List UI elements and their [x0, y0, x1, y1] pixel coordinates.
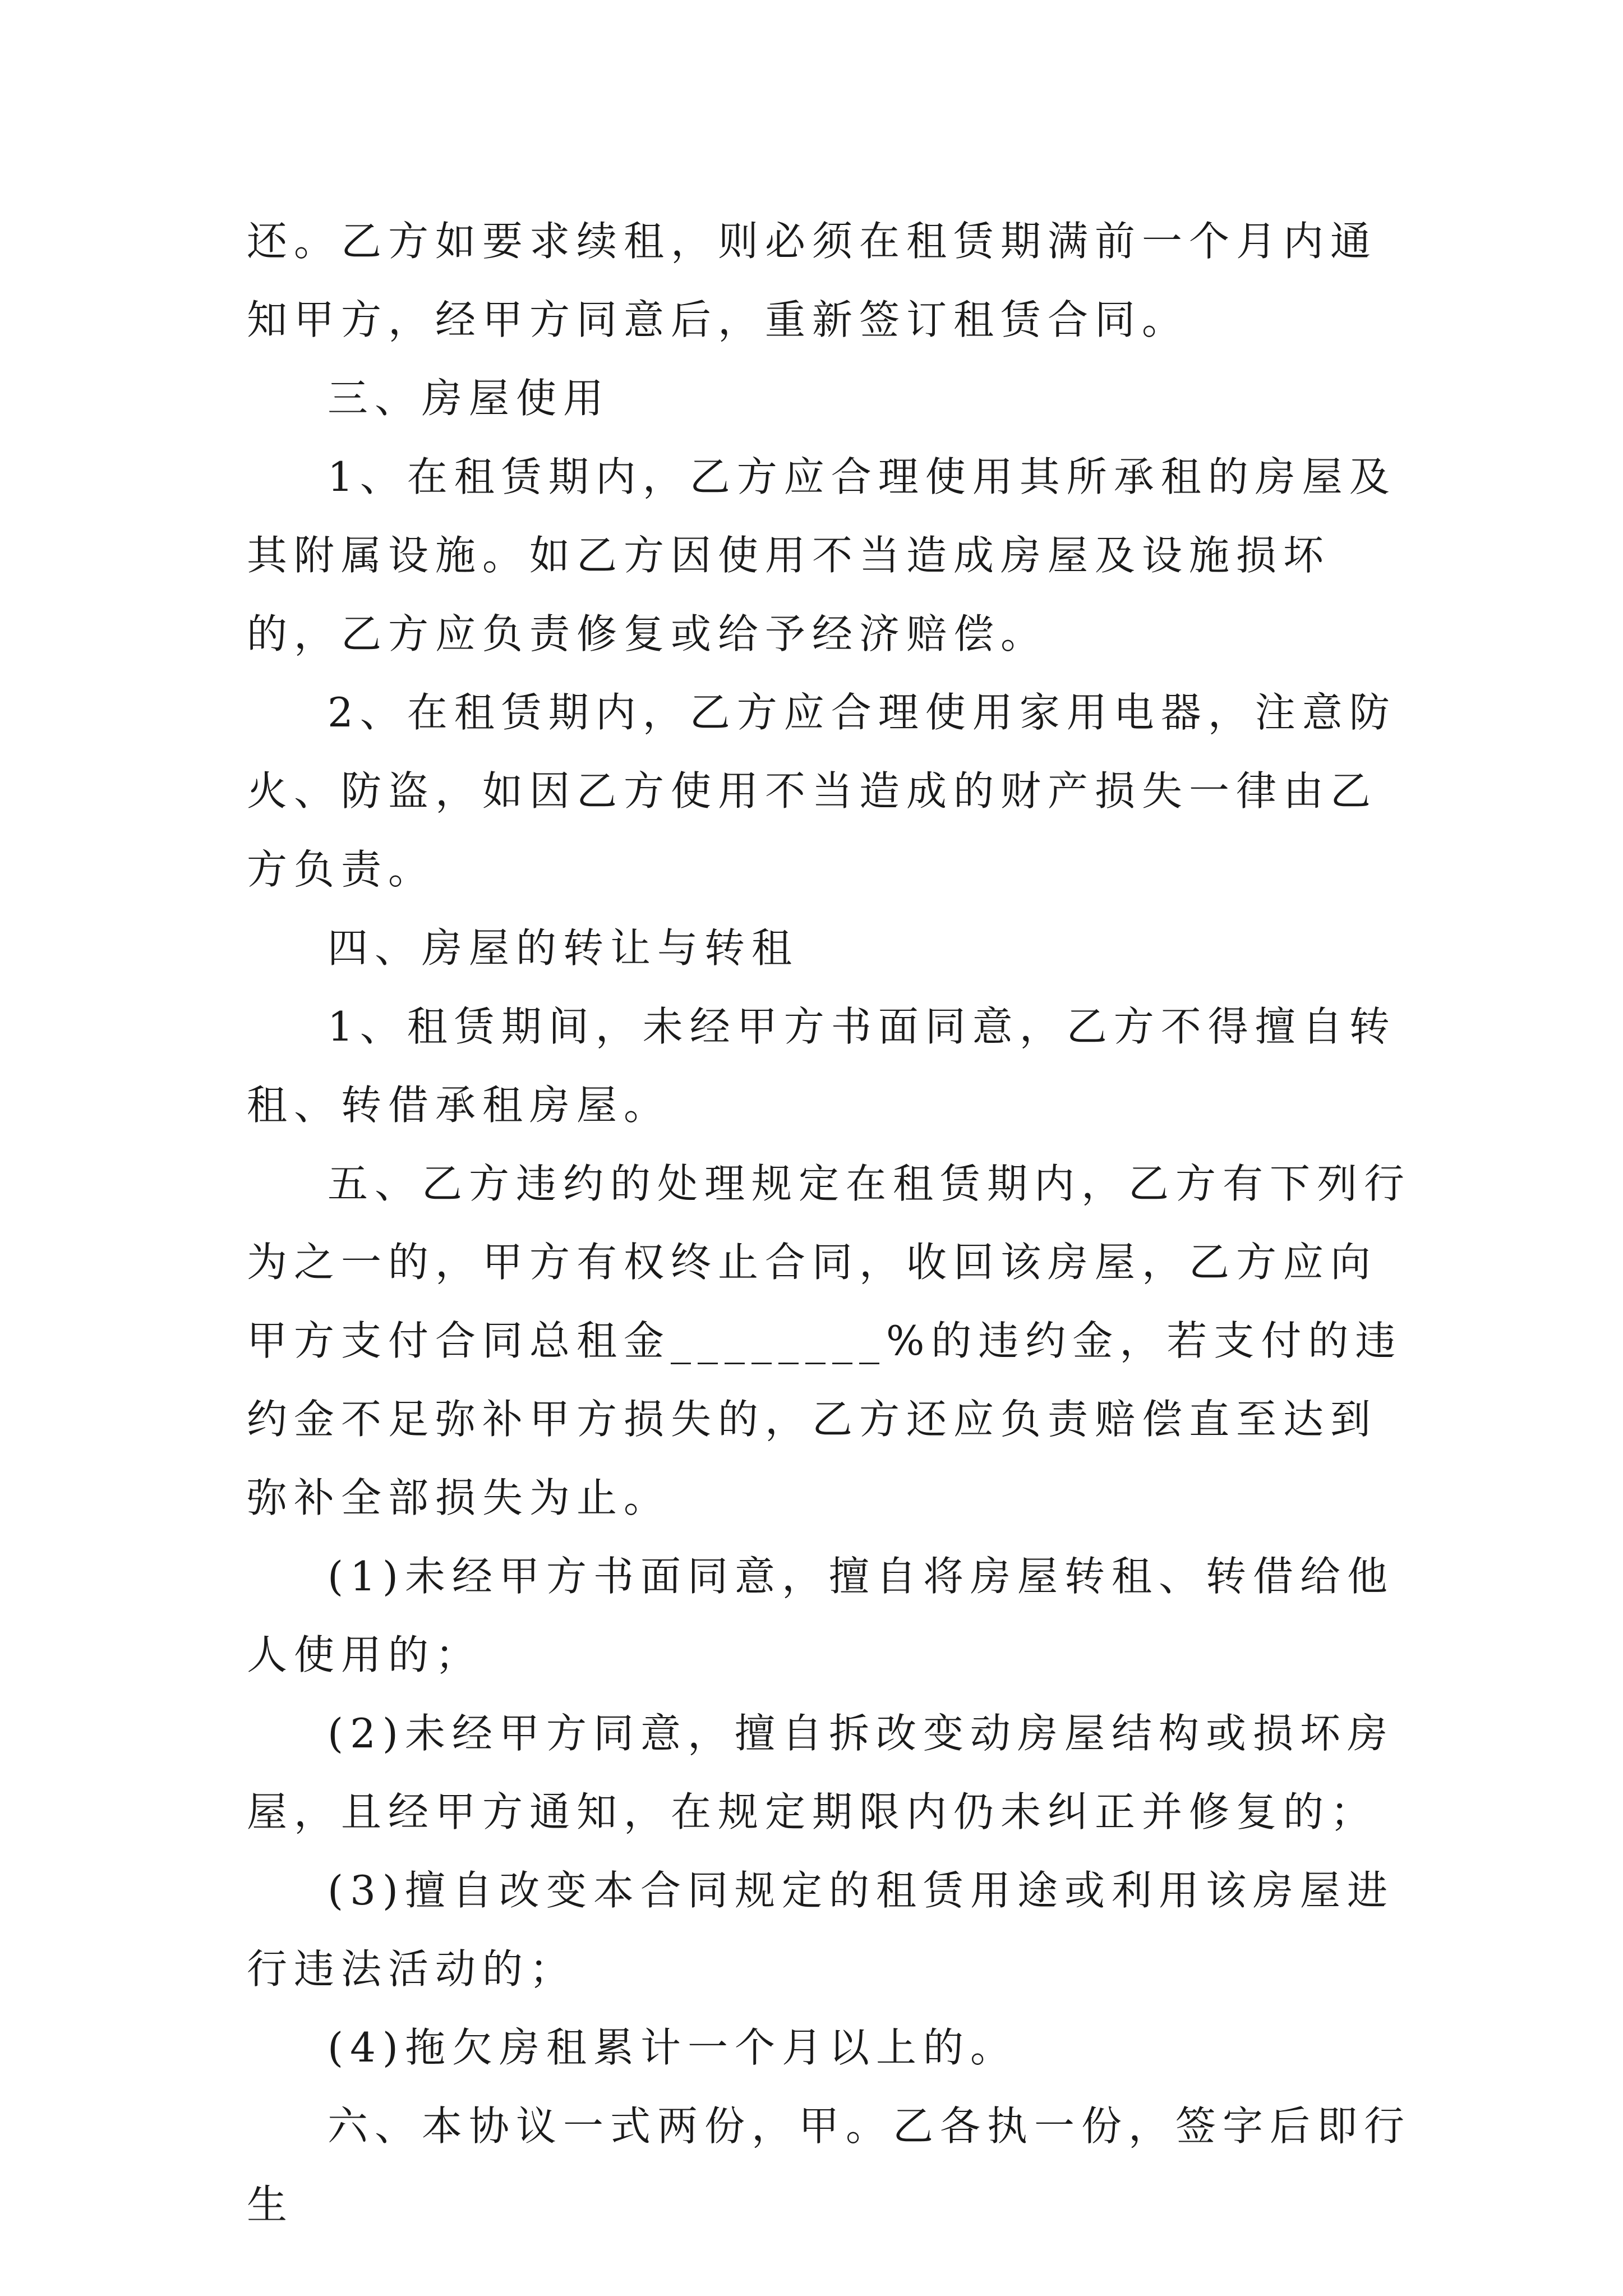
- document-body: [247, 202, 1413, 2244]
- clause-4-1: 1、租赁期间，未经甲方书面同意，乙方不得擅自转租、转借承租房屋。: [247, 1003, 1396, 1129]
- section-copies: 六、本协议一式两份，甲。乙各执一份，签字后即行生: [247, 2102, 1412, 2228]
- paragraph-continuation: 还。乙方如要求续租，则必须在租赁期满前一个月内通知甲方，经甲方同意后，重新签订租赁合同。: [247, 218, 1378, 343]
- breach-item-2: (2)未经甲方同意，擅自拆改变动房屋结构或损坏房屋，且经甲方通知，在规定期限内仍未纠正并修复的；: [247, 1710, 1394, 1835]
- section-heading-transfer-sublet: 四、房屋的转让与转租: [328, 924, 799, 972]
- breach-item-4: (4)拖欠房租累计一个月以上的。: [328, 2024, 1017, 2071]
- section-breach-rules: 五、乙方违约的处理规定在租赁期内，乙方有下列行为之一的，甲方有权终止合同，收回该房屋，乙方应向甲方支付合同总租金________%的违约金，若支付的违约金不足弥补甲方损失的，乙方还应负责赔偿直至达到弥补全部损失为止。: [247, 1160, 1412, 1521]
- clause-3-1: 1、在租赁期内，乙方应合理使用其所承租的房屋及其附属设施。如乙方因使用不当造成房屋及设施损坏的，乙方应负责修复或给予经济赔偿。: [247, 453, 1396, 657]
- section-heading-house-use: 三、房屋使用: [328, 375, 611, 422]
- breach-item-1: (1)未经甲方书面同意，擅自将房屋转租、转借给他人使用的；: [247, 1553, 1394, 1678]
- breach-item-3: (3)擅自改变本合同规定的租赁用途或利用该房屋进行违法活动的；: [247, 1867, 1394, 1993]
- clause-3-2: 2、在租赁期内，乙方应合理使用家用电器，注意防火、防盗，如因乙方使用不当造成的财产损失一律由乙方负责。: [247, 689, 1396, 893]
